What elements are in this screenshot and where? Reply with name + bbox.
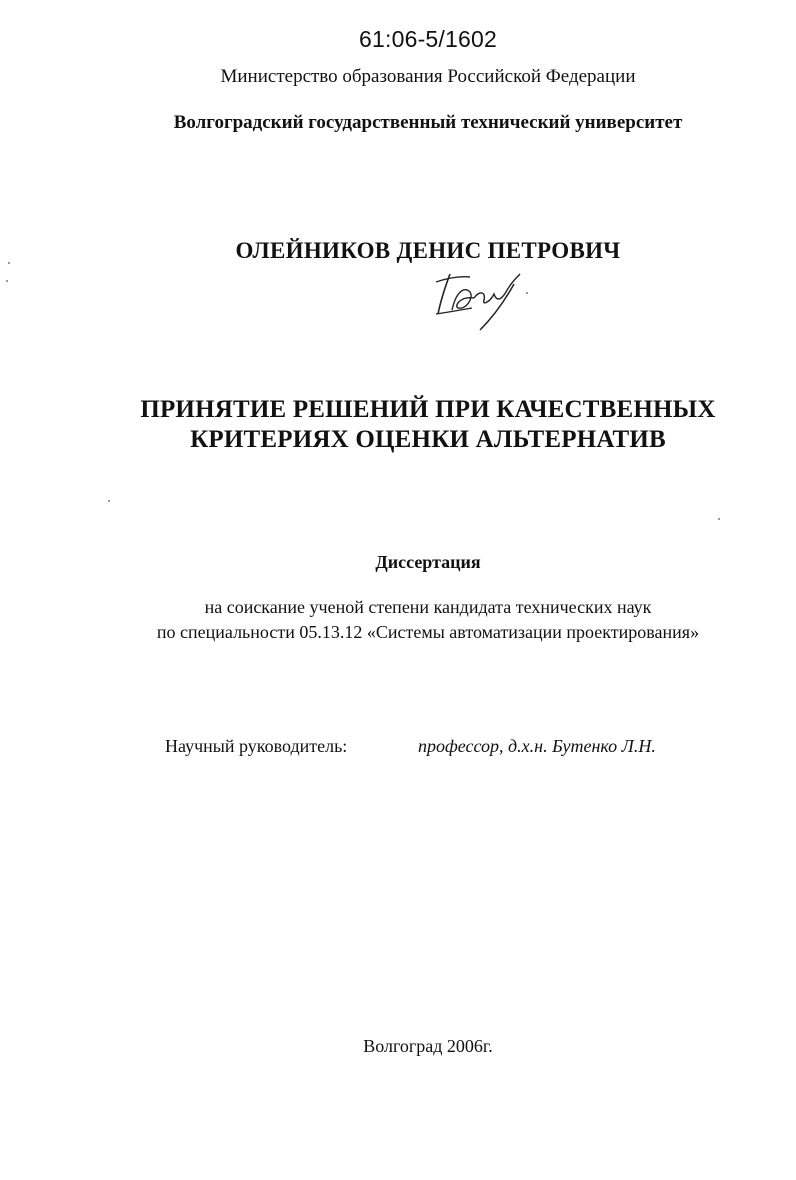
- scan-speck: [718, 518, 720, 520]
- scan-speck: [8, 262, 10, 264]
- document-type: Диссертация: [375, 552, 481, 572]
- advisor-name: профессор, д.х.н. Бутенко Л.Н.: [418, 736, 656, 756]
- degree-purpose: [30, 595, 796, 645]
- purpose-line: по специальности 05.13.12 «Системы автоматизации проектирования»: [156, 622, 700, 642]
- university-name: Волгоградский государственный технический университет: [173, 112, 683, 133]
- purpose-line: на соискание ученой степени кандидата технических наук: [204, 597, 652, 617]
- dissertation-title: [30, 395, 796, 455]
- archive-code: 61:06-5/1602: [359, 26, 497, 52]
- city-year: Волгоград 2006г.: [363, 1036, 493, 1056]
- scan-speck: [6, 280, 8, 282]
- advisor-label: Научный руководитель:: [165, 736, 348, 756]
- ministry-name: Министерство образования Российской Федерации: [220, 66, 636, 87]
- title-line: ПРИНЯТИЕ РЕШЕНИЙ ПРИ КАЧЕСТВЕННЫХ: [140, 396, 716, 423]
- scan-speck: [108, 500, 110, 502]
- handwritten-signature-icon: [430, 262, 540, 332]
- scan-speck: [526, 292, 528, 294]
- title-line: КРИТЕРИЯХ ОЦЕНКИ АЛЬТЕРНАТИВ: [190, 426, 666, 453]
- author-name: ОЛЕЙНИКОВ ДЕНИС ПЕТРОВИЧ: [235, 238, 621, 263]
